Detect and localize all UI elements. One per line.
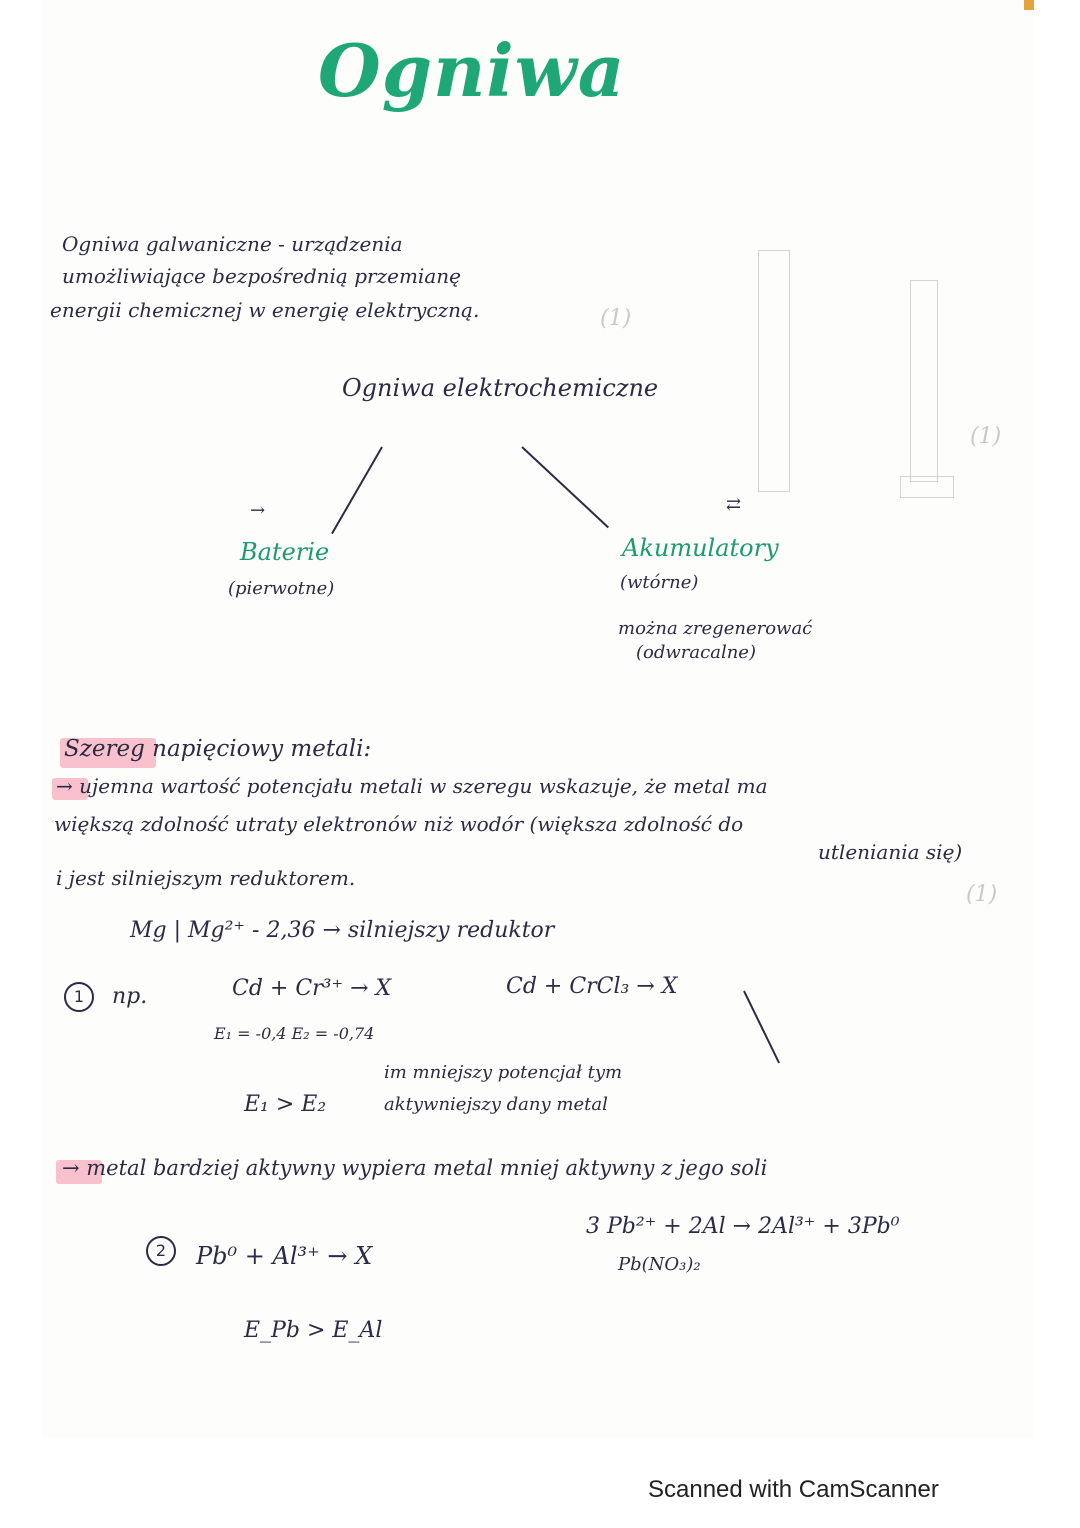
baterie-arrow-symbol: → — [250, 500, 266, 521]
example-1-note-2: aktywniejszy dany metal — [384, 1094, 608, 1115]
example-1-reaction: Cd + Cr³⁺ → X — [232, 976, 392, 1001]
example-1-number: 1 — [64, 982, 94, 1012]
example-2-right-1: 3 Pb²⁺ + 2Al → 2Al³⁺ + 3Pb⁰ — [586, 1214, 900, 1239]
faint-sketch-box — [900, 476, 954, 498]
series-paragraph-line-3a: i jest silniejszym reduktorem. — [56, 866, 356, 890]
example-2-compare: E_Pb > E_Al — [244, 1318, 383, 1343]
example-2-right-2: Pb(NO₃)₂ — [618, 1254, 701, 1275]
series-heading: Szereg napięciowy metali: — [64, 736, 372, 762]
example-1-compare: E₁ > E₂ — [244, 1092, 327, 1117]
example-1-note-1: im mniejszy potencjał tym — [384, 1062, 623, 1083]
example-1-potentials: E₁ = -0,4 E₂ = -0,74 — [214, 1024, 375, 1043]
baterie-note: (pierwotne) — [228, 578, 335, 599]
diagram-root: Ogniwa elektrochemiczne — [342, 374, 659, 402]
example-couple: Mg | Mg²⁺ - 2,36 → silniejszy reduktor — [130, 918, 555, 943]
page-title: Ogniwa — [318, 28, 626, 113]
displacement-rule: → metal bardziej aktywny wypiera metal mniej aktywny z jego soli — [62, 1156, 768, 1180]
example-1-reaction-2: Cd + CrCl₃ → X — [506, 974, 678, 999]
example-1-label: np. — [112, 984, 148, 1009]
akumulatory-extra-1: można zregenerować — [618, 618, 813, 639]
akumulatory-arrow-symbol: ⇄ — [726, 494, 742, 515]
definition-line-1: Ogniwa galwaniczne - urządzenia — [62, 232, 403, 256]
baterie-label: Baterie — [240, 538, 330, 566]
series-paragraph-line-2: większą zdolność utraty elektronów niż wodór (większa zdolność do — [54, 812, 744, 836]
faint-sketch-tube — [758, 250, 790, 492]
akumulatory-extra-2: (odwracalne) — [636, 642, 756, 663]
page-edge-mark — [1024, 0, 1034, 10]
definition-line-3: energii chemicznej w energię elektryczną. — [50, 298, 480, 322]
akumulatory-note: (wtórne) — [620, 572, 699, 593]
example-2-reaction: Pb⁰ + Al³⁺ → X — [196, 1242, 373, 1270]
scanner-footer: Scanned with CamScanner — [648, 1476, 939, 1503]
series-paragraph-line-1: → ujemna wartość potencjału metali w szeregu wskazuje, że metal ma — [56, 774, 768, 798]
bleed-through-mark: (1) — [970, 424, 1002, 449]
definition-line-2: umożliwiające bezpośrednią przemianę — [62, 264, 461, 288]
akumulatory-label: Akumulatory — [622, 534, 779, 562]
series-paragraph-line-3b: utleniania się) — [818, 840, 963, 864]
bleed-through-mark: (1) — [966, 882, 998, 907]
bleed-through-mark: (1) — [600, 306, 632, 331]
example-2-number: 2 — [146, 1236, 176, 1266]
faint-sketch-tube — [910, 280, 938, 482]
